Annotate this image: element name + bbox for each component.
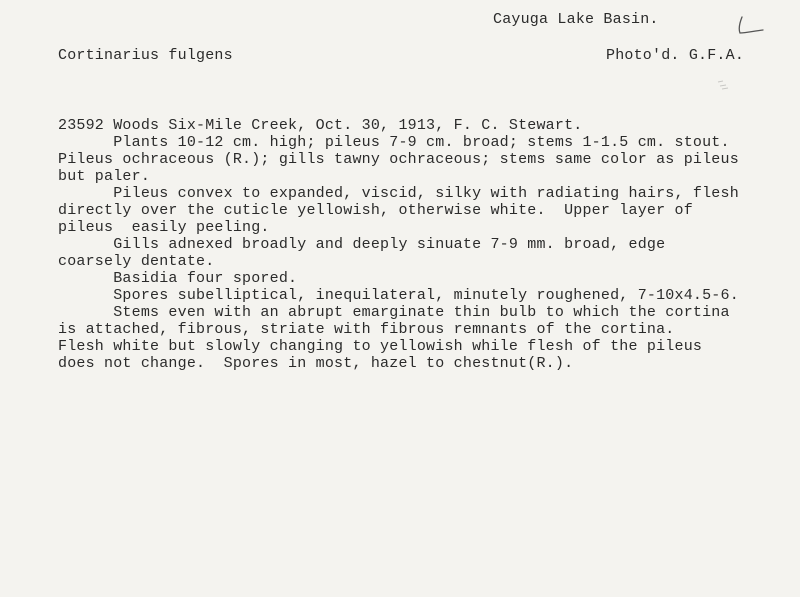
text-line: Pileus ochraceous (R.); gills tawny ochraceous; stems same color as pileus: [58, 151, 739, 168]
text-line: Flesh white but slowly changing to yellowish while flesh of the pileus: [58, 338, 703, 355]
pencil-smudge-icon: [716, 78, 730, 92]
photo-credit: Photo'd. G.F.A.: [606, 47, 745, 64]
text-line: Basidia four spored.: [58, 270, 298, 287]
text-line: Spores subelliptical, inequilateral, minutely roughened, 7-10x4.5-6.: [58, 287, 739, 304]
text-line: Gills adnexed broadly and deeply sinuate 7-9 mm. broad, edge: [58, 236, 666, 253]
text-line: pileus easily peeling.: [58, 219, 270, 236]
text-line: coarsely dentate.: [58, 253, 215, 270]
text-line: is attached, fibrous, striate with fibrous remnants of the cortina.: [58, 321, 675, 338]
text-line: Stems even with an abrupt emarginate thin bulb to which the cortina: [58, 304, 730, 321]
species-name: Cortinarius fulgens: [58, 47, 233, 64]
handwritten-check-mark-icon: [736, 14, 766, 36]
text-line: 23592 Woods Six-Mile Creek, Oct. 30, 1913, F. C. Stewart.: [58, 117, 583, 134]
text-line: Plants 10-12 cm. high; pileus 7-9 cm. broad; stems 1-1.5 cm. stout.: [58, 134, 730, 151]
location-heading: Cayuga Lake Basin.: [493, 11, 659, 28]
text-line: but paler.: [58, 168, 151, 185]
text-line: Pileus convex to expanded, viscid, silky with radiating hairs, flesh: [58, 185, 739, 202]
text-line: does not change. Spores in most, hazel to chestnut(R.).: [58, 355, 574, 372]
text-line: directly over the cuticle yellowish, otherwise white. Upper layer of: [58, 202, 693, 219]
